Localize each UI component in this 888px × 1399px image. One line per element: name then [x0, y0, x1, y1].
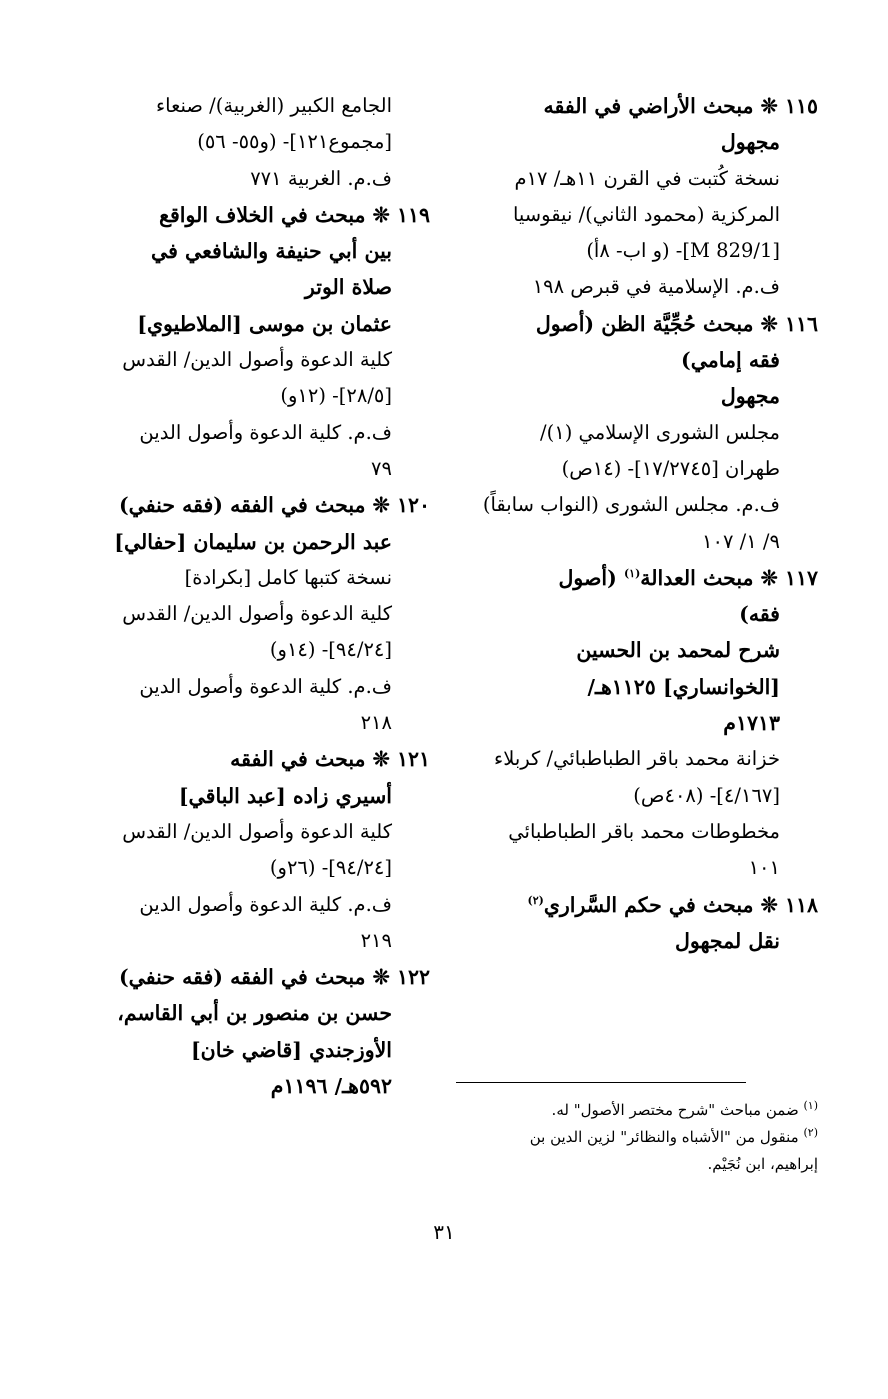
- entry-detail-line: ١٠١: [748, 856, 780, 880]
- entry-title: مبحث في الفقه (فقه حنفي): [118, 493, 366, 518]
- entry-author-line: ١٧١٣م: [723, 711, 780, 736]
- entry-detail-line: ف.م. كلية الدعوة وأصول الدين: [139, 892, 392, 916]
- footnote-text: منقول من "الأشباه والنظائر" لزين الدين بن: [529, 1128, 799, 1146]
- entry-detail-line: [٩٤/٢٤]- (٢٦و): [269, 856, 392, 880]
- star-icon: ❊: [365, 493, 397, 518]
- entry-detail-line: مخطوطات محمد باقر الطباطبائي: [508, 819, 780, 843]
- entry-title: مبحث حُجِّيَّة الظن (أصول: [535, 311, 754, 336]
- star-icon: ❊: [753, 565, 785, 590]
- entry-detail-line: [٤/١٦٧]- (٤٠٨ص): [633, 783, 780, 807]
- entry-author-line: مجهول: [720, 130, 780, 155]
- entry-detail-line: [٢٨/٥]- (١٢و): [280, 384, 392, 408]
- entry-author-line: ٥٩٢هـ/ ١١٩٦م: [270, 1074, 392, 1099]
- footnote-2-continued: [458, 1151, 818, 1178]
- entry-detail-line: نسخة كتبها كامل [بكرادة]: [184, 565, 392, 589]
- star-icon: ❊: [753, 94, 785, 118]
- entry-number: ١١٦: [784, 311, 818, 336]
- entry-author-line: صلاة الوتر: [304, 275, 392, 300]
- entry-author-line: حسن بن منصور بن أبي القاسم،: [117, 1001, 392, 1026]
- entry-heading: [483, 306, 818, 342]
- entry-author-line: مجهول: [720, 384, 780, 409]
- footnote-ref: (١): [623, 567, 641, 581]
- entry-title: مبحث في الفقه (فقه حنفي): [118, 965, 366, 990]
- entry-title: مبحث العدالة: [640, 565, 754, 590]
- entry-number: ١١٩: [396, 202, 430, 227]
- entry-number: ١١٥: [784, 94, 818, 118]
- entry-detail-line: طهران [١٧/٢٧٤٥]- (١٤ص): [561, 456, 780, 480]
- star-icon: ❊: [365, 747, 397, 772]
- star-icon: ❊: [365, 202, 397, 227]
- entry-author-line: عبد الرحمن بن سليمان [حفالي]: [114, 529, 392, 554]
- entry-number: ١١٧: [784, 565, 818, 590]
- star-icon: ❊: [753, 892, 785, 917]
- page-number: ٣١: [433, 1220, 455, 1244]
- entry-author-line: [الخوانساري] ١١٢٥هـ/: [587, 674, 780, 699]
- entry-detail-line: ٢١٩: [360, 928, 392, 952]
- entry-title: مبحث في الخلاف الواقع: [159, 202, 366, 227]
- entry-author-line: شرح لمحمد بن الحسين: [576, 638, 780, 663]
- entry-detail-line: مجلس الشورى الإسلامي (١)/: [540, 420, 780, 444]
- footnote-text: ضمن مباحث "شرح مختصر الأصول" له.: [551, 1101, 799, 1119]
- entry-title: مبحث الأراضي في الفقه: [543, 94, 754, 118]
- entry-detail-line: ف.م. الغربية ٧٧١: [250, 166, 392, 190]
- entry-detail-line: كلية الدعوة وأصول الدين/ القدس: [122, 602, 392, 626]
- entry-number: ١٢١: [396, 747, 430, 772]
- entry-author-line: فقه): [739, 602, 780, 627]
- entry-detail-line: [٩٤/٢٤]- (١٤و): [269, 638, 392, 662]
- entry-detail-line: كلية الدعوة وأصول الدين/ القدس: [122, 348, 392, 372]
- entry-heading: [483, 887, 818, 923]
- footnote-rule: [456, 1082, 746, 1083]
- entry-heading: [85, 959, 430, 995]
- footnote-text: إبراهيم، ابن نُجَيْم.: [707, 1155, 818, 1173]
- entry-detail-line: ٩/ ١/ ١٠٧: [702, 529, 780, 553]
- footnote-marker: (٢): [803, 1126, 818, 1139]
- footnotes: [458, 1082, 818, 1178]
- entry-number: ١٢٠: [396, 493, 430, 518]
- star-icon: ❊: [365, 965, 397, 990]
- entry-heading: [483, 560, 818, 596]
- footnote-1: [458, 1097, 818, 1124]
- entry-detail-line: كلية الدعوة وأصول الدين/ القدس: [122, 819, 392, 843]
- entry-detail-line: [مجموع١٢١]- (و٥٥- ٥٦): [197, 130, 392, 154]
- entry-heading: [483, 88, 818, 124]
- entry-author-line: أسيري زاده [عبد الباقي]: [178, 783, 392, 808]
- entry-title-tail: (أصول: [558, 565, 624, 590]
- entry-detail-line: ٢١٨: [360, 711, 392, 735]
- entry-detail-line: الجامع الكبير (الغربية)/ صنعاء: [156, 94, 392, 117]
- entry-author-line: نقل لمجهول: [674, 928, 780, 953]
- entry-detail-line: ف.م. مجلس الشورى (النواب سابقاً): [483, 493, 780, 517]
- entry-detail-line: نسخة كُتبت في القرن ١١هـ/ ١٧م: [514, 166, 780, 190]
- entry-number: ١١٨: [784, 892, 818, 917]
- entry-heading: [85, 741, 430, 777]
- right-column: [483, 88, 818, 959]
- entry-heading: [85, 197, 430, 233]
- footnote-ref: (٢): [527, 893, 544, 907]
- footnote-marker: (١): [803, 1099, 818, 1112]
- entry-author-line: فقه إمامي): [681, 348, 780, 373]
- entry-title: مبحث في الفقه: [230, 747, 366, 772]
- footnote-2: [458, 1124, 818, 1151]
- entry-author-line: عثمان بن موسى [الملاطيوي]: [137, 311, 392, 336]
- entry-detail-line: المركزية (محمود الثاني)/ نيقوسيا: [512, 202, 780, 226]
- entry-number: ١٢٢: [396, 965, 430, 990]
- entry-author-line: الأوزجندي [قاضي خان]: [190, 1037, 392, 1062]
- entry-detail-line: ف.م. كلية الدعوة وأصول الدين: [139, 674, 392, 698]
- entry-author-line: بين أبي حنيفة والشافعي في: [151, 239, 392, 264]
- entry-heading: [85, 487, 430, 523]
- entry-detail-line: ٧٩: [371, 456, 392, 480]
- entry-detail-line: ف.م. كلية الدعوة وأصول الدين: [139, 420, 392, 444]
- entry-title: مبحث في حكم السَّراري: [543, 892, 754, 917]
- entry-detail-line: [M 829/1]- (و اب- ٨أ): [586, 239, 780, 263]
- entry-detail-line: ف.م. الإسلامية في قبرص ١٩٨: [532, 275, 780, 299]
- entry-detail-line: خزانة محمد باقر الطباطبائي/ كربلاء: [494, 747, 780, 771]
- star-icon: ❊: [753, 311, 785, 336]
- left-column: [85, 88, 430, 1104]
